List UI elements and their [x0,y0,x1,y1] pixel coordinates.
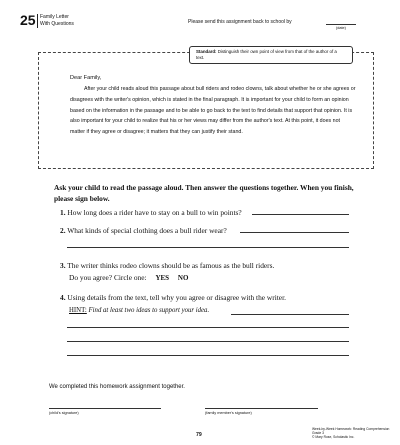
answer-line-4a[interactable] [231,314,349,315]
hint-label: HINT: [69,307,87,314]
hint-text: Find at least two ideas to support your idea. [88,307,210,314]
instructions: Ask your child to read the passage aloud. Then answer the questions together. When you finish, please sign below. [54,183,354,203]
family-signature-line[interactable] [205,408,318,409]
question-1 [60,208,242,217]
question-2-text: What kinds of special clothing does a bull rider wear? [67,226,227,235]
question-4 [60,293,286,302]
question-4-number: 4. [60,293,66,302]
answer-line-1[interactable] [252,214,349,215]
credit-line-2: © Mary Rose, Scholastic Inc. [312,435,355,440]
answer-line-4d[interactable] [67,355,349,356]
credit-line-1: Week-by-Week Homework: Reading Comprehension Grade 3 [312,427,390,436]
question-2-number: 2. [60,226,66,235]
page-folio: 79 [196,432,202,438]
answer-line-4b[interactable] [67,327,349,328]
completion-statement: We completed this homework assignment together. [49,384,185,390]
credit-line [312,427,396,440]
question-2 [60,226,227,235]
child-signature-line[interactable] [49,408,161,409]
question-3-prompt: Do you agree? Circle one: [69,273,147,282]
standard-box [189,46,353,64]
standard-text: Distinguish their own point of view from that of the author of a text. [196,49,337,60]
page-number: 25 [20,12,36,28]
answer-line-2b[interactable] [67,247,349,248]
no-option[interactable]: NO [177,274,189,282]
assignment-type-label [40,14,110,27]
question-3-text: The writer thinks rodeo clowns should be as famous as the bull riders. [67,261,275,270]
question-1-text: How long does a rider have to stay on a bull to win points? [67,208,242,217]
letter-body: After your child reads aloud this passage about bull riders and rodeo clowns, talk about whether he or she agrees or disagrees with the writer's opinion, which is stated in the final paragraph. It is important for your child to form an opinion based on the information in the passage and to be able to go back to the text to find details that support that opinion. It is also important for your child to realize that his or her views may differ from the author's text. At this point, it does not matter if they agree or disagree; it matters that they can justify their stand. [70,86,356,136]
yes-option[interactable]: YES [155,274,170,282]
return-date-label: (date) [336,26,346,30]
assignment-type-line1: Family Letter [40,14,69,20]
family-signature-label: (family member's signature) [205,411,252,415]
answer-line-2a[interactable] [240,232,349,233]
assignment-type-line2: With Questions [40,20,74,27]
return-date-line[interactable] [326,24,356,25]
question-3-number: 3. [60,261,66,270]
question-4-text: Using details from the text, tell why you agree or disagree with the writer. [67,293,286,302]
return-by-note: Please send this assignment back to school by [188,19,292,25]
question-1-number: 1. [60,208,66,217]
standard-label: Standard: [196,49,217,54]
question-3-choice [69,273,188,283]
letter-greeting: Dear Family, [70,75,102,81]
child-signature-label: (child's signature) [49,411,79,415]
question-3 [60,261,274,270]
header-divider [37,14,38,28]
hint [69,306,209,315]
answer-line-4c[interactable] [67,341,349,342]
